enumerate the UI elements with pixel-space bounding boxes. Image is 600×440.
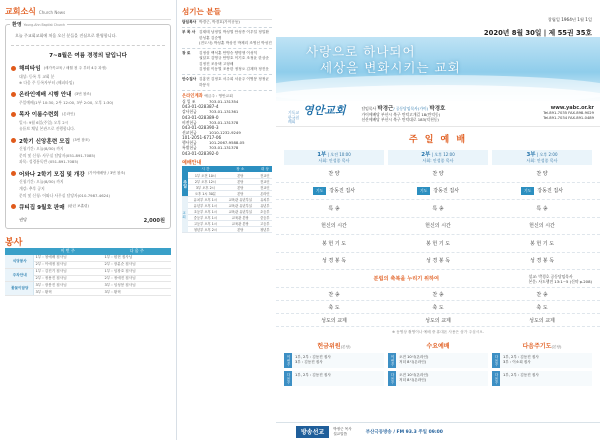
order-item: 축 도 xyxy=(328,304,340,311)
order-item: 성 경 봉 독 xyxy=(425,258,451,265)
volunteer-this: 3부 : 황혁 xyxy=(33,289,103,296)
event-target: 온라인 xyxy=(258,190,272,196)
order-cell xyxy=(284,170,384,177)
account-label: 십 일 조 xyxy=(182,98,196,104)
order-row xyxy=(276,301,600,314)
order-item: 성도의 교제 xyxy=(321,317,347,324)
lower-line: 오전 10시(온라인) xyxy=(399,355,429,359)
staff-row xyxy=(182,67,272,72)
volunteer-head-next: 다 음 주 xyxy=(103,248,172,255)
event-place: 교육관 유년부실 xyxy=(223,202,258,208)
event-place: 본당 xyxy=(223,190,258,196)
order-item: 봉 헌 기 도 xyxy=(425,240,451,247)
event-time: 1부 오전 10시 xyxy=(188,172,223,178)
service-leader: 사회: 안성종 목사 xyxy=(422,158,454,163)
order-item: 특 송 xyxy=(432,205,444,212)
bullet-icon xyxy=(11,171,16,176)
event-target: 전교인 xyxy=(258,178,272,184)
sermon-row xyxy=(276,270,600,288)
order-cell xyxy=(284,222,384,229)
volunteer-this: 1부 : 청예배 집사님 xyxy=(33,255,103,262)
volunteer-next: 2부 : 장분순 집사님 xyxy=(103,262,172,269)
event-place: 본당 xyxy=(223,184,258,190)
order-item: 축 도 xyxy=(432,304,444,311)
order-item: 특 송 xyxy=(328,205,340,212)
events-title: 예배안내 xyxy=(182,159,202,166)
order-row xyxy=(276,235,600,253)
event-place: 교육관 유년부실 xyxy=(223,208,258,214)
event-time: 중등부 오후 1시 xyxy=(188,214,223,220)
lower-line: 1부, 2부 : 김동진 집사 xyxy=(503,355,539,359)
sermon-info: 설교: 박경호 공동담임목사 본문: 사도행전 13:1~5 (신약 p.208) xyxy=(528,273,592,284)
broadcast-text: 박정근 목사 설교말씀 xyxy=(333,427,352,436)
order-item: 찬 송 xyxy=(536,291,548,298)
account-label: 특별헌금 xyxy=(182,145,197,151)
service-headers xyxy=(276,150,600,165)
lower-body xyxy=(292,353,384,368)
account-number: 703-01-131378 xyxy=(209,119,239,125)
event-group: 주일 xyxy=(182,172,188,196)
event-target: 전교인 xyxy=(258,184,272,190)
bullet-icon xyxy=(11,138,16,143)
bullet-icon xyxy=(11,66,16,71)
notice-item-label: 2학기 신앙훈련 모집 xyxy=(19,138,71,145)
account-row xyxy=(182,109,272,114)
table-row xyxy=(5,255,171,262)
account-number-alt: 043-01-028387-4 xyxy=(182,104,219,110)
lower-head xyxy=(388,341,488,350)
order-cell xyxy=(284,257,384,264)
bullet-icon xyxy=(11,204,16,209)
church-info-row xyxy=(276,101,600,127)
notice-item-title xyxy=(11,203,165,211)
order-row xyxy=(276,183,600,201)
staff-column xyxy=(176,0,276,440)
order-cell xyxy=(492,170,592,177)
volunteer-title: 봉사 xyxy=(5,237,23,248)
order-item: 헌신의 시간 xyxy=(529,223,555,230)
staff-names: 김재태 남정일 박성열 안성종 이우일 정일환 한성훈 김순영 xyxy=(199,30,269,40)
account-row xyxy=(182,145,272,150)
event-place: 교육관 본당 xyxy=(223,220,258,226)
lower-side: 다음주 xyxy=(284,371,292,386)
event-target: 유년부 xyxy=(258,202,272,208)
order-cell xyxy=(388,222,488,229)
order-item: 특 송 xyxy=(536,205,548,212)
lower-side: 이번주 xyxy=(388,353,396,368)
order-row xyxy=(276,288,600,301)
lower-body xyxy=(396,371,488,386)
order-item: 성 경 봉 독 xyxy=(321,258,347,265)
volunteer-next: 1부 : 원현 집사님 xyxy=(103,255,172,262)
service-time: 오후 2:00 xyxy=(539,152,558,157)
event-place: 본당 xyxy=(223,226,258,232)
service-part: 1부 xyxy=(317,152,327,158)
notice-item-sub: (3번 참조) xyxy=(73,138,90,143)
order-cell xyxy=(284,205,384,212)
lower-head xyxy=(492,341,592,350)
staff-names: 권달호 김영규 안영호 이기호 조정윤 한상준 김정진 조웅택 고형배 xyxy=(199,56,269,66)
service-header: 3부 | 오후 2:00 사회: 안성종 목사 xyxy=(492,150,592,165)
event-time: 초등부 오후 1시 xyxy=(188,208,223,214)
order-cell xyxy=(492,222,592,229)
order-cell xyxy=(284,240,384,247)
lower-cell xyxy=(388,371,488,386)
notice-heading: 7~8월은 여름 경정의 달입니다 xyxy=(49,53,127,59)
lower-line: 저녁 8시(온라인) xyxy=(399,378,427,383)
notice-tag: 환영 Young-Ahn Baptist Church xyxy=(12,22,66,28)
prayer-name: 강동진 집사 xyxy=(433,188,460,195)
lower-head-title: 헌금위원 xyxy=(317,343,341,350)
event-time: 오후 1시 30분 xyxy=(188,190,223,196)
order-item: 찬 송 xyxy=(432,291,444,298)
lower-head-sub: (본당) xyxy=(551,345,562,349)
order-row xyxy=(276,253,600,271)
notice-item-line: 개강: 추후 공지 xyxy=(19,185,45,191)
notice-item-sub: (3번 참조) xyxy=(74,91,92,96)
notice-item-line: 주일예배(1부 10:30, 2부 12:00, 3부 2:00, 오후 1:30) xyxy=(19,99,114,105)
lower-cell xyxy=(284,371,384,386)
bullet-icon xyxy=(11,112,16,117)
slogan-line2: 세상을 변화시키는 교회 xyxy=(320,60,461,75)
volunteer-next: 2부 : 정애진 집사님 xyxy=(103,275,172,282)
staff-role xyxy=(182,56,199,67)
notice-item-label: 해피타임 xyxy=(19,66,41,72)
event-target: 중등부 xyxy=(258,214,272,220)
divider xyxy=(182,27,272,28)
church-news-title: 교회소식 Church News xyxy=(5,6,171,20)
prayer-name: 강동진 집사 xyxy=(329,188,356,195)
lower-line: 3부 : 김동진 집사 xyxy=(295,360,323,365)
slogan-line1: 사랑으로 하나되어 xyxy=(306,44,416,59)
event-target: 초등부 xyxy=(258,208,272,214)
broadcast-badge: 방송선교 xyxy=(296,426,329,438)
founded-date: 창립일 1964년 1월 1일 xyxy=(547,17,592,22)
issue-header xyxy=(276,0,600,37)
service-part: 3부 xyxy=(526,152,536,158)
order-item: 찬 양 xyxy=(432,170,444,177)
notice-item-label: 온라인예배 시행 안내 xyxy=(19,92,72,99)
volunteer-next: 3부 : 황혁 xyxy=(103,289,172,296)
notice-item-sub: (가이에배당 / 3번 참조) xyxy=(87,171,126,176)
order-item: 성 경 봉 독 xyxy=(529,258,555,265)
lower-body xyxy=(500,353,592,368)
lower-line: 오전 10시(온라인) xyxy=(399,372,429,377)
account-label: 비전헌금 xyxy=(182,119,197,125)
order-row xyxy=(276,165,600,183)
order-row xyxy=(276,200,600,218)
welcome-text: 오늘 주교회교회에 처음 오신 분들을 진심으로 환영합니다. xyxy=(11,30,165,46)
bullet-icon xyxy=(11,92,16,97)
event-time: 유년부 오후 1시 xyxy=(188,202,223,208)
volunteer-cat: 식당봉사 xyxy=(5,255,33,269)
notice-item-title xyxy=(11,90,165,98)
notice-item-line: 대상: 등록 후 교회 분 xyxy=(19,73,55,79)
order-item: 봉 헌 기 도 xyxy=(529,240,555,247)
lower-cell xyxy=(284,353,384,368)
qt-price-row: 권당 2,000원 xyxy=(19,217,165,224)
volunteer-this: 2부 : 정용진 집사님 xyxy=(33,275,103,282)
order-cell xyxy=(492,187,592,195)
notice-item-line: 문의 및 신청: 어와나 사무실 담당자(010-7987-4624) xyxy=(19,192,110,198)
service-header: 1부 | 오전 10:00 사회: 안성종 목사 xyxy=(284,150,384,165)
notice-item-line: 과목: 성경통독반 (051-891-7085) xyxy=(19,159,79,165)
order-cell xyxy=(492,205,592,212)
account-number-alt: 043-01-028389-0 xyxy=(182,114,219,120)
account-number-alt: 101-2051-6717-06 xyxy=(182,135,222,141)
account-number: 101-2067-9588-05 xyxy=(209,140,245,146)
lower-side: 이번주 xyxy=(284,353,292,368)
event-place: 교육관 본당 xyxy=(223,214,258,220)
church-logo: 기독교 한국침례회 영안교회 xyxy=(288,104,346,125)
lower-body xyxy=(500,371,592,386)
volunteer-section xyxy=(5,235,171,296)
church-news-column xyxy=(0,0,176,440)
volunteer-table xyxy=(5,248,171,296)
order-cell xyxy=(388,240,488,247)
event-place: 본당 xyxy=(223,172,258,178)
service-part: 2부 xyxy=(421,152,431,158)
staff-role xyxy=(182,67,199,72)
order-cell xyxy=(284,187,384,195)
volunteer-cat: 주차안내 xyxy=(5,268,33,282)
order-item: 찬 양 xyxy=(536,170,548,177)
pastor-info: 담임목사 박경근/ 공동담임목사(가이) 박경호 가이에배당 부산시 북구 만덕고개길 18(만덕동) 선산에배당 부산시 북구 만덕대로 183(덕천동) xyxy=(361,105,446,122)
account-number-alt: 043-01-028392-0 xyxy=(182,150,219,156)
staff-names: 김정섭 이동열 조용한 정정오 김재학 정진운 xyxy=(199,67,269,72)
event-target: 청년부 xyxy=(258,226,272,232)
event-time: 고등부 오후 1시 xyxy=(188,220,223,226)
staff-row xyxy=(182,77,272,88)
event-time: 유치부 오후 1시 xyxy=(188,196,223,202)
lower-line: 저녁 8시(온라인) xyxy=(399,360,427,365)
event-target: 고등부 xyxy=(258,220,272,226)
notice-item-label: 목자 이룸수련회 xyxy=(19,112,59,119)
notice-item-title xyxy=(11,64,165,72)
account-number: 703-01-131361 xyxy=(209,109,239,115)
issue-date: 2020년 8월 30일 | 제 55권 35호 xyxy=(483,29,592,37)
account-number: 1010-1232-9249 xyxy=(209,129,241,135)
order-item: 찬 송 xyxy=(328,291,340,298)
notice-item-line: 유튜브 채널 본관으로 진행합니다. xyxy=(19,126,76,132)
service-header: 2부 | 오후 12:00 사회: 안성종 목사 xyxy=(388,150,488,165)
account-number: 703-01-131378 xyxy=(209,145,239,151)
lower-line: 3부 : 이소희 집사 xyxy=(503,360,531,365)
order-cell xyxy=(388,187,488,195)
lower-head-sub: (본당) xyxy=(340,345,351,349)
volunteer-this: 1부 : 김진기 집사님 xyxy=(33,268,103,275)
lower-cell xyxy=(492,353,592,368)
service-time: 오후 12:00 xyxy=(434,152,455,157)
notice-item-title xyxy=(11,110,165,118)
event-target: 전교인 xyxy=(258,172,272,178)
prayer-tag: 기도 xyxy=(521,187,534,195)
notice-item-line: ※ 다음 주 등록자부터 (해피타임) xyxy=(19,80,74,86)
event-time: 3부 오후 2시 xyxy=(188,184,223,190)
event-group: 교회 xyxy=(182,196,188,232)
order-item: 헌신의 시간 xyxy=(425,223,451,230)
service-time: 오전 10:00 xyxy=(330,152,351,157)
order-cell xyxy=(492,257,592,264)
lower-side: 다음주 xyxy=(492,371,500,386)
table-row xyxy=(182,226,272,232)
lower-cell xyxy=(492,371,592,386)
lower-body xyxy=(292,371,384,386)
volunteer-next: 1부 : 임창호 집사님 xyxy=(103,268,172,275)
lower-line: 1부, 2부 : 김동진 집사 xyxy=(295,355,331,359)
notice-item-sub: (온라인) xyxy=(61,111,75,116)
order-row xyxy=(276,314,600,327)
event-place: 교육관 유년부실 xyxy=(223,196,258,202)
order-item: 헌신의 시간 xyxy=(321,223,347,230)
order-item: 성도의 교제 xyxy=(529,317,555,324)
volunteer-cat: 꽃꽂이담당 xyxy=(5,282,33,296)
staff-row xyxy=(182,30,272,41)
lower-side: 다음주 xyxy=(388,371,396,386)
website-link[interactable]: www.yabc.or.kr xyxy=(550,105,594,111)
broadcast-footer xyxy=(276,422,600,440)
staff-role: 안수집사 xyxy=(182,77,197,82)
staff-role xyxy=(182,41,199,46)
slogan-banner xyxy=(276,37,600,101)
account-label: 감사헌금 xyxy=(182,109,197,115)
order-item: 찬 양 xyxy=(328,170,340,177)
lower-cell xyxy=(388,353,488,368)
sermon-title: 분립의 축복을 누리기 위하여 xyxy=(373,276,440,282)
lower-side: 다음주 xyxy=(492,353,500,368)
lower-line: 1부, 2부 : 김동진 집사 xyxy=(295,372,331,377)
broadcast-channel: 부산극동방송 / FM 93.3 주일 09:00 xyxy=(365,429,443,435)
lower-head-title: 다음주기도 xyxy=(522,343,552,350)
table-row xyxy=(5,268,171,275)
staff-names: 박경근, 박경호(가이공동) xyxy=(199,20,240,24)
event-time: 2부 오후 12시 xyxy=(188,178,223,184)
staff-title: 섬기는 분들 xyxy=(182,6,272,20)
notice-item-sub: (새가족교육 / 매월 첫 주 부터 4주 과정) xyxy=(43,65,107,70)
staff-role: 부 목 사 xyxy=(182,30,196,35)
worship-title: 주 일 예 배 xyxy=(408,135,468,145)
divider xyxy=(182,48,272,49)
account-label: 행사헌금 xyxy=(182,140,197,146)
staff-row xyxy=(182,20,272,25)
account-title: 온라인계좌 예금주 : 영안교회 xyxy=(182,93,233,99)
notice-item-line: 신청기간: 오늘(8/30) 까지 xyxy=(19,146,64,152)
lower-line: 1부, 2부 : 김동진 집사 xyxy=(503,372,539,377)
notice-item-title xyxy=(11,170,165,178)
volunteer-this: 3부 : 장봉진 집사님 xyxy=(33,282,103,289)
service-leader: 사회: 안성종 목사 xyxy=(526,158,558,163)
service-leader: 사회: 안성종 목사 xyxy=(318,158,350,163)
event-target: 유치부 xyxy=(258,196,272,202)
staff-names: (전도사) 박성훈 박상진 박제리 조영선 박성진 xyxy=(199,40,272,45)
prayer-tag: 기도 xyxy=(313,187,326,195)
prayer-tag: 기도 xyxy=(417,187,430,195)
bulletin-cover xyxy=(276,0,600,440)
events-table: 시 간 장 소 대 상 주일 1부 오전 10시 본당 전교인 2부 오후 12시 본당 전교인 3부 오후 2시 본당 전교인 오후 1시 30분 본당 온라인 교회 유치부 오후 1시 교육관 유년부실 유치부 유년부 오후 1시 교육관 유년부실 유년부 초등부 오후 1시 교육관 유년부실 초등부 중등부 오후 1시 교육관 본당 중등부 고등부 오후 1시 교육관 본당 고등부 청년부 오후 2시 본당 청년부 xyxy=(182,166,272,233)
order-row xyxy=(276,218,600,236)
order-item: 봉 헌 기 도 xyxy=(321,240,347,247)
order-cell xyxy=(388,170,488,177)
volunteer-head-this: 이 번 주 xyxy=(33,248,103,255)
order-cell xyxy=(492,240,592,247)
notice-item-label: 어와나 2학기 모집 및 개강 xyxy=(19,171,85,178)
volunteer-next: 3부 : 임성봉 집사님 xyxy=(103,282,172,289)
account-label: 선교헌금 xyxy=(182,129,197,135)
lower-head xyxy=(284,341,384,350)
volunteer-this: 2부 : 이애정 집사님 xyxy=(33,262,103,269)
notice-item-sub: (판년 보훈령) xyxy=(67,204,89,209)
divider xyxy=(182,74,272,75)
notice-item-label: 큐티집 9월호 판매 xyxy=(19,204,65,211)
account-number-alt: 043-01-028390-3 xyxy=(182,124,219,130)
order-cell xyxy=(388,257,488,264)
notice-box xyxy=(5,24,171,229)
order-item: 축 도 xyxy=(536,304,548,311)
notice-item-title xyxy=(11,137,165,145)
event-place: 본당 xyxy=(223,178,258,184)
order-item: 성도의 교제 xyxy=(425,317,451,324)
contact-info: www.yabc.or.kr Tel.891-7035 FAX.898-9029 Tel.891-7034 FAX.891-0489 xyxy=(543,105,594,120)
lower-head-title: 수요예배 xyxy=(426,343,450,350)
table-row xyxy=(5,282,171,289)
staff-row xyxy=(182,56,272,67)
footnote: ※ 동영상 촬영이나 예배 중 휴대폰 사용은 삼가 주십시오. xyxy=(391,330,484,334)
notice-item-line: 신청기간: 오늘(8/30) 까지 xyxy=(19,179,64,185)
notice-item-line: 일시: 9월 6일(주일) 오후 2시 xyxy=(19,119,69,125)
staff-names: 김홍현 김정호 서주희 서윤주 이영봉 정정균 하봉식 xyxy=(199,77,269,87)
staff-names: 김정삼 백석훈 안영승 양명생 이성익 xyxy=(199,51,258,56)
staff-role: 담임목사 xyxy=(182,20,197,24)
staff-row xyxy=(182,41,272,46)
order-cell xyxy=(388,205,488,212)
account-number: 703-01-131354 xyxy=(209,98,239,104)
notice-item-line: 문의 및 신청: 사무실 담당자(051-891-7085) xyxy=(19,152,96,158)
prayer-name: 강동진 집사 xyxy=(537,188,564,195)
lower-body xyxy=(396,353,488,368)
event-time: 청년부 오후 2시 xyxy=(188,226,223,232)
staff-role: 장 로 xyxy=(182,51,191,56)
